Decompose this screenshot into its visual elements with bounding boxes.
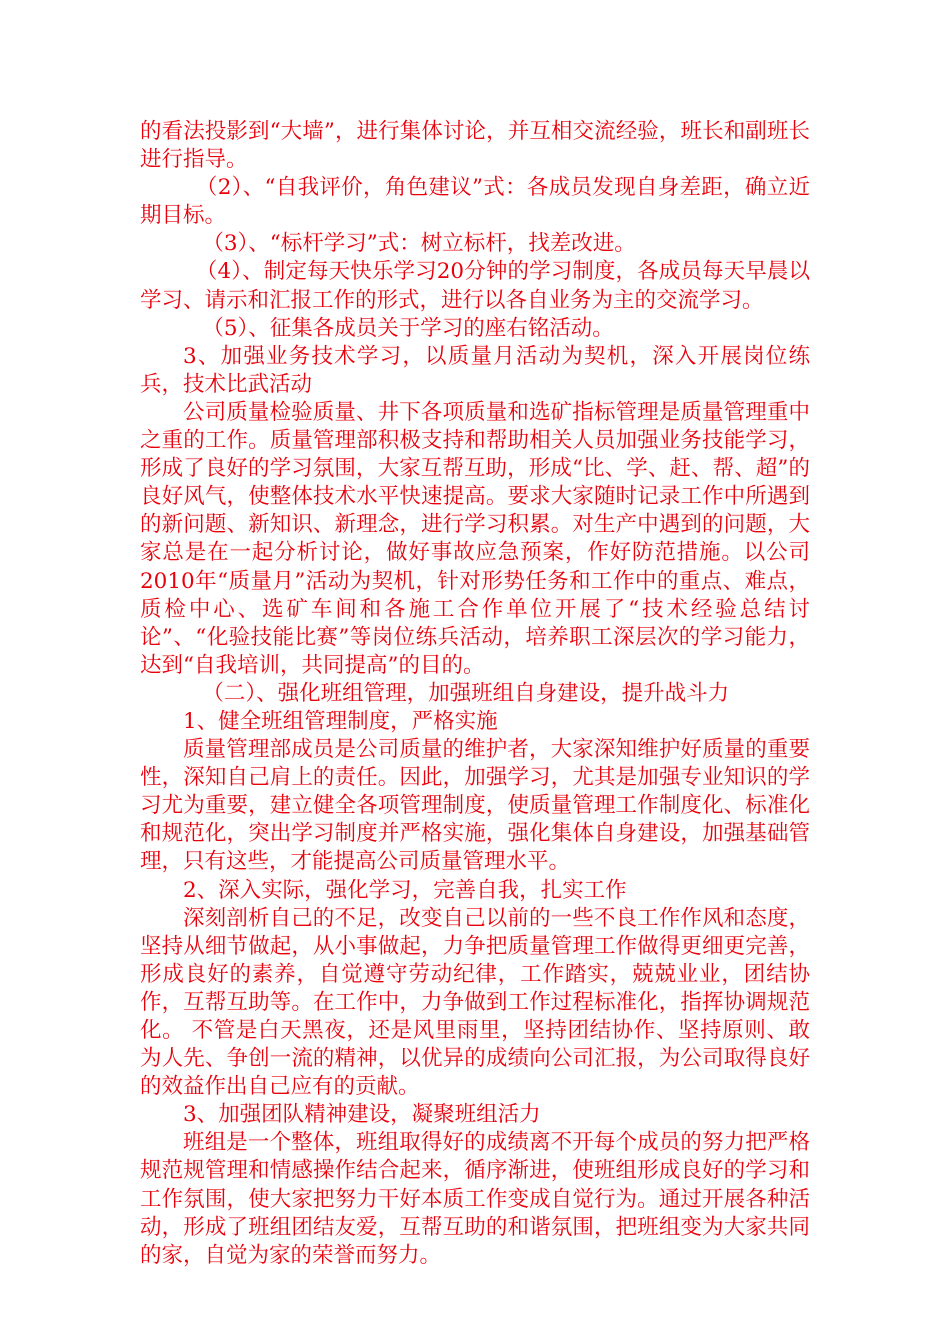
section-heading-2: （二）、强化班组管理，加强班组自身建设，提升战斗力 (202, 680, 730, 706)
paragraph-3: （3）、“标杆学习”式：树立标杆，找差改进。 (202, 231, 636, 257)
paragraph-4: （4）、制定每天快乐学习20分钟的学习制度，各成员每天早晨以学习、请示和汇报工作的形式，进行以各自业务为主的交流学习。 (140, 259, 810, 313)
paragraph-1: 的看法投影到“大墙”，进行集体讨论，并互相交流经验，班长和副班长进行指导。 (140, 119, 810, 173)
section-heading-3: 3、加强业务技术学习，以质量月活动为契机，深入开展岗位练兵，技术比武活动 (140, 343, 810, 397)
paragraph-12: 深刻剖析自己的不足，改变自己以前的一些不良工作作风和态度，坚持从细节做起，从小事做起，力争把质量管理工作做得更细更完善，形成良好的素养，自觉遵守劳动纪律，工作踏实，兢兢业业，团结协作，互帮互助等。在工作中，力争做到工作过程标准化，指挥协调规范化。 不管是白天黑夜，还是风里雨里，坚持团结协作、坚持原则、敢为人先、争创一流的精神，以优异的成绩向公司汇报，为公司取得良好的效益作出自己应有的贡献。 (140, 905, 810, 1100)
paragraph-7: 公司质量检验质量、井下各项质量和选矿指标管理是质量管理重中之重的工作。质量管理部积极支持和帮助相关人员加强业务技能学习，形成了良好的学习氛围，大家互帮互助，形成“比、学、赶、帮、超”的良好风气，使整体技术水平快速提高。要求大家随时记录工作中所遇到的新问题、新知识、新理念，进行学习积累。对生产中遇到的问题，大家总是在一起分析讨论，做好事故应急预案，作好防范措施。以公司2010年“质量月”活动为契机，针对形势任务和工作中的重点、难点，质检中心、选矿车间和各施工合作单位开展了“技术经验总结讨论”、“化验技能比赛”等岗位练兵活动，培养职工深层次的学习能力，达到“自我培训，共同提高”的目的。 (140, 399, 810, 678)
subheading-3: 3、加强团队精神建设，凝聚班组活力 (183, 1102, 541, 1128)
subheading-2: 2、深入实际，强化学习，完善自我，扎实工作 (183, 877, 627, 903)
paragraph-14: 班组是一个整体，班组取得好的成绩离不开每个成员的努力把严格规范规管理和情感操作结合起来，循序渐进，使班组形成良好的学习和工作氛围，使大家把努力干好本质工作变成自觉行为。通过开展各种活动，形成了班组团结友爱，互帮互助的和谐氛围，把班组变为大家共同的家，自觉为家的荣誉而努力。 (140, 1130, 810, 1268)
subheading-1: 1、健全班组管理制度，严格实施 (183, 708, 498, 734)
paragraph-5: （5）、征集各成员关于学习的座右铭活动。 (202, 315, 614, 341)
document-body (140, 118, 810, 1270)
paragraph-10: 质量管理部成员是公司质量的维护者，大家深知维护好质量的重要性，深知自己肩上的责任。因此，加强学习，尤其是加强专业知识的学习尤为重要，建立健全各项管理制度，使质量管理工作制度化、标准化和规范化，突出学习制度并严格实施，强化集体自身建设，加强基础管理，只有这些，才能提高公司质量管理水平。 (140, 737, 810, 875)
paragraph-2: （2）、“自我评价，角色建议”式：各成员发现自身差距，确立近期目标。 (140, 175, 810, 229)
